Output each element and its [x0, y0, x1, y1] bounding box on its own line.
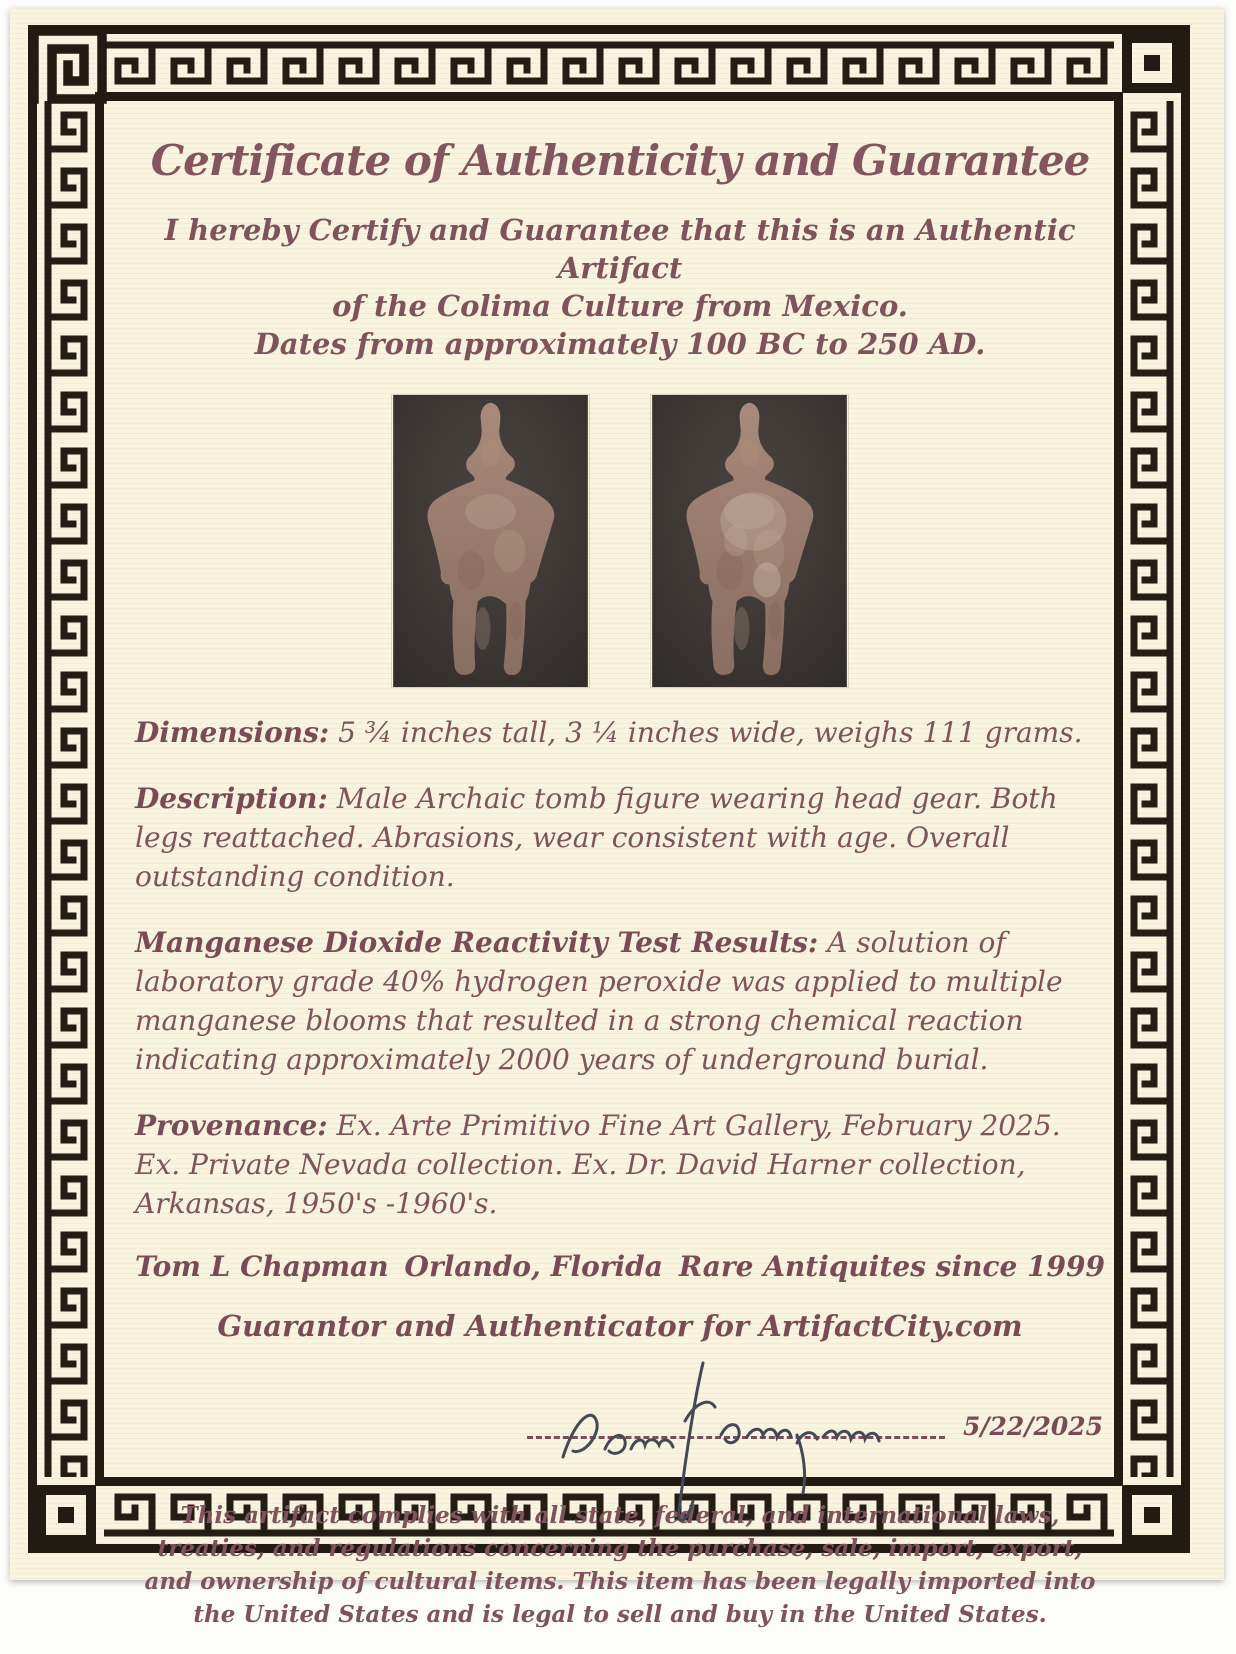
certificate-content: [135, 8, 1105, 1654]
certificate-sections: [135, 713, 1105, 1223]
section-description-text: Male Archaic tomb figure wearing head gear. Both legs reattached. Abrasions, wear consistent with age. Overall outstanding condition.: [135, 782, 1058, 893]
section-manganese-test-label: Manganese Dioxide Reactivity Test Results:: [135, 926, 819, 959]
artifact-photo-front: [392, 395, 589, 687]
signature-block: [135, 1355, 1105, 1473]
artifact-photos: [135, 395, 1105, 687]
section-dimensions-label: Dimensions:: [135, 716, 330, 749]
section-manganese-test-text: A solution of laboratory grade 40% hydrogen peroxide was applied to multiple manganese blooms that resulted in a strong chemical reaction indicating approximately 2000 years of underground burial.: [135, 926, 1063, 1076]
section-provenance: [135, 1106, 1105, 1223]
signature-date: 5/22/2025: [963, 1412, 1104, 1441]
artifact-photo-back: [651, 395, 848, 687]
section-description-label: Description:: [135, 782, 328, 815]
signatory-row: [135, 1250, 1105, 1283]
intro-line-3: Dates from approximately 100 BC to 250 AD.: [254, 327, 986, 361]
certificate-paper: [10, 8, 1224, 1628]
certificate-intro: [135, 211, 1105, 363]
intro-line-1: I hereby Certify and Guarantee that this is an Authentic Artifact: [164, 213, 1076, 285]
legal-statement: This artifact complies with all state, federal, and international laws, treaties, and regulations concerning the purchase, sale, import, export, and ownership of cultural items. This item has been legally imported into the United States and is legal to sell and buy in the United States.: [144, 1502, 1096, 1628]
section-dimensions-text: 5 ¾ inches tall, 3 ¼ inches wide, weighs 111 grams.: [329, 716, 1083, 749]
guarantor-line: Guarantor and Authenticator for ArtifactCity.com: [217, 1309, 1023, 1343]
section-provenance-text: Ex. Arte Primitivo Fine Art Gallery, February 2025. Ex. Private Nevada collection. Ex. Dr. David Harner collection, Arkansas, 1950's -1960's.: [135, 1109, 1061, 1220]
section-manganese-test: [135, 923, 1105, 1079]
signatory-tagline: Rare Antiquites since 1999: [678, 1250, 1105, 1283]
signature-image: [535, 1341, 915, 1531]
section-provenance-label: Provenance:: [135, 1109, 328, 1142]
signatory-location: Orlando, Florida: [404, 1250, 663, 1283]
section-dimensions: [135, 713, 1105, 752]
signatory-name: Tom L Chapman: [135, 1250, 389, 1283]
certificate-title: Certificate of Authenticity and Guarantee: [150, 136, 1090, 185]
intro-line-2: of the Colima Culture from Mexico.: [332, 289, 908, 323]
section-description: [135, 779, 1105, 896]
